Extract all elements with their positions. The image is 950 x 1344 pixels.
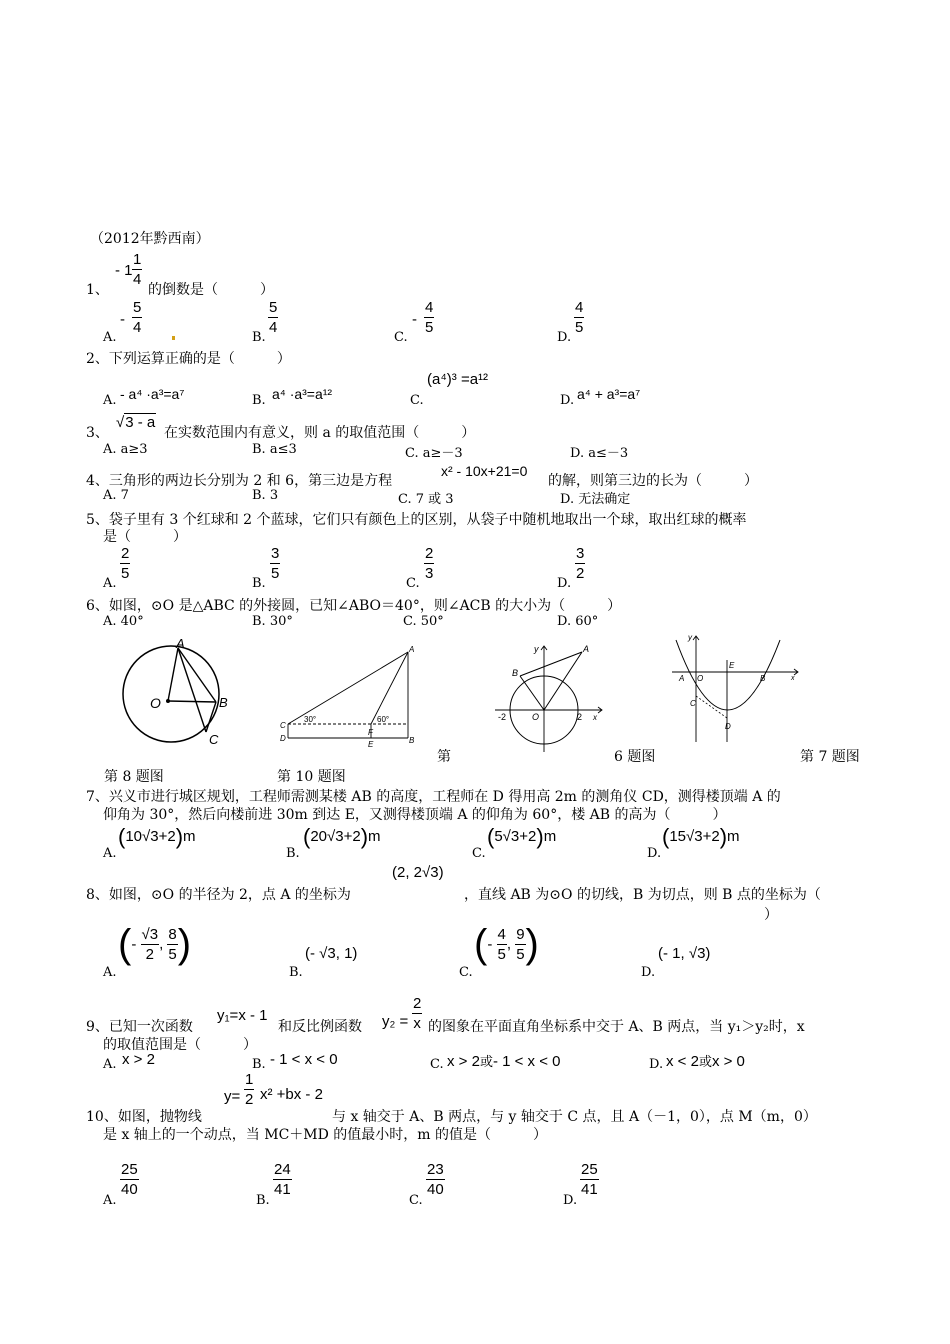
q2-b-expr: a⁴ ·a³=a¹² — [272, 386, 333, 402]
q7-d-expr: (15√3+2)m — [662, 824, 740, 849]
svg-text:30°: 30° — [304, 715, 317, 724]
q9-option-a: A. — [103, 1057, 117, 1072]
caption-figure-7: 第 7 题图 — [800, 749, 860, 765]
q8-text1: 8、如图，⊙O 的半径为 2，点 A 的坐标为 — [86, 887, 351, 903]
q5-text2: 是（ ） — [103, 529, 187, 545]
q3-text: 在实数范围内有意义，则 a 的取值范围（ ） — [164, 425, 476, 441]
svg-text:O: O — [532, 712, 540, 722]
q9-c-expr: x > 2或- 1 < x < 0 — [447, 1053, 561, 1070]
q3-number: 3、 — [86, 425, 109, 441]
q10-func-end: x² +bx - 2 — [260, 1086, 323, 1103]
q9-text1: 9、已知一次函数 — [86, 1019, 193, 1035]
q8-option-d: D. — [641, 965, 656, 980]
q10-text3: 是 x 轴上的一个动点，当 MC＋MD 的值最小时，m 的值是（ ） — [103, 1127, 548, 1143]
q10-func-start: y= — [224, 1088, 241, 1105]
q1-a-fraction: $\frac{5}{4}$ — [133, 299, 142, 336]
svg-text:B: B — [512, 668, 519, 678]
q8-option-a: A. — [103, 965, 117, 980]
q8-a-expr: (- $\frac{√3}{2}$ , $\frac{8}{5}$ ) — [118, 922, 192, 966]
q7-text2: 仰角为 30°，然后向楼前进 30m 到达 E，又测得楼顶端 A 的仰角为 60°，楼 AB 的高为（ ） — [103, 807, 727, 823]
q6-option-b: B. 30° — [252, 614, 293, 629]
svg-text:60°: 60° — [377, 715, 390, 724]
svg-text:B: B — [409, 736, 415, 745]
q7-text: 7、兴义市进行城区规划，工程师需测某楼 AB 的高度，工程师在 D 得用高 2m 的测角仪 CD，测得楼顶端 A 的 — [86, 789, 781, 805]
q8-b-expr: (- √3, 1) — [305, 945, 358, 962]
figure-building — [278, 642, 428, 748]
q5-text: 5、袋子里有 3 个红球和 2 个蓝球，它们只有颜色上的区别，从袋子中随机地取出一个球，取出红球的概率 — [86, 512, 747, 528]
svg-text:C: C — [280, 721, 286, 730]
q2-option-d: D. — [560, 393, 575, 408]
q1-c-fraction: $\frac{4}{5}$ — [425, 299, 434, 336]
q8-option-b: B. — [289, 965, 303, 980]
svg-text:O: O — [150, 695, 161, 711]
q7-option-c: C. — [472, 846, 486, 861]
q2-d-expr: a⁴ + a³=a⁷ — [577, 386, 641, 402]
svg-text:E: E — [368, 740, 374, 748]
q3-radical: √3 - a — [116, 414, 156, 431]
svg-text:A: A — [679, 674, 685, 683]
q10-option-b: B. — [256, 1193, 270, 1208]
q9-b-expr: - 1 < x < 0 — [270, 1051, 338, 1068]
q7-option-d: D. — [647, 846, 662, 861]
q5-option-d: D. — [557, 576, 572, 591]
q10-text2: 与 x 轴交于 A、B 两点，与 y 轴交于 C 点，且 A（－1，0），点 M（m，0） — [332, 1109, 817, 1125]
svg-text:y: y — [688, 633, 692, 642]
q6-text: 6、如图，⊙O 是△ABC 的外接圆，已知∠ABO＝40°，则∠ACB 的大小为（ ） — [86, 598, 622, 614]
q9-option-b: B. — [252, 1057, 266, 1072]
q1-d-fraction: $\frac{4}{5}$ — [575, 299, 584, 336]
mark-dot — [172, 336, 175, 340]
q2-option-c: C. — [410, 393, 424, 408]
q1-option-d: D. — [557, 330, 572, 345]
q10-option-d: D. — [563, 1193, 578, 1208]
q7-c-expr: (5√3+2)m — [487, 824, 557, 849]
q8-d-expr: (- 1, √3) — [658, 945, 711, 962]
q8-option-c: C. — [459, 965, 473, 980]
q7-option-a: A. — [103, 846, 117, 861]
svg-text:B: B — [760, 674, 766, 683]
q6-option-a: A. 40° — [103, 614, 144, 629]
q8-text3: ） — [764, 907, 778, 923]
svg-text:A: A — [176, 636, 185, 651]
svg-text:C: C — [690, 699, 696, 708]
svg-text:C: C — [209, 732, 219, 747]
q7-a-expr: (10√3+2)m — [118, 824, 196, 849]
q1-a-sign: - — [120, 311, 125, 328]
caption-figure-a: 第 — [437, 749, 451, 765]
q10-option-c: C. — [409, 1193, 423, 1208]
q1-c-sign: - — [412, 311, 417, 328]
q1-option-b: B. — [252, 330, 266, 345]
svg-text:A: A — [583, 644, 590, 654]
q4-text2: 的解，则第三边的长为（ ） — [548, 473, 758, 489]
figure-circle-abc — [112, 636, 242, 754]
svg-text:D: D — [280, 734, 286, 743]
q10-func-fraction: $\frac{1}{2}$ — [245, 1071, 254, 1108]
q4-equation: x² - 10x+21=0 — [441, 463, 528, 479]
q8-coord: (2, 2√3) — [392, 864, 444, 881]
q8-c-expr: (- $\frac{4}{5}$ , $\frac{9}{5}$ ) — [474, 922, 539, 966]
q1-number: 1、 — [86, 282, 109, 298]
q5-option-a: A. — [103, 576, 117, 591]
svg-text:A: A — [409, 645, 415, 654]
q9-option-d: D. — [649, 1057, 664, 1072]
svg-text:-2: -2 — [498, 712, 507, 722]
q1-b-fraction: $\frac{5}{4}$ — [269, 299, 278, 336]
caption-figure-10: 第 10 题图 — [277, 769, 346, 785]
q4-option-d: D. 无法确定 — [560, 492, 631, 507]
q2-option-b: B. — [252, 393, 266, 408]
q9-text3: 的图象在平面直角坐标系中交于 A、B 两点，当 y₁＞y₂时，x — [428, 1019, 805, 1035]
q5-option-c: C. — [406, 576, 420, 591]
q9-option-c: C. — [430, 1057, 444, 1072]
q3-option-c: C. a≥－3 — [405, 446, 463, 461]
figure-parabola — [668, 630, 803, 745]
svg-text:B: B — [219, 695, 228, 710]
q9-a-expr: x > 2 — [122, 1051, 155, 1068]
q9-f2: y₂ = — [382, 1013, 409, 1030]
q6-option-c: C. 50° — [403, 614, 444, 629]
svg-text:x: x — [593, 713, 597, 722]
q9-d-expr: x < 2或x > 0 — [666, 1053, 745, 1070]
q4-text1: 4、三角形的两边长分别为 2 和 6，第三边是方程 — [86, 473, 393, 489]
q1-text: 的倒数是（ ） — [148, 282, 274, 298]
q2-c-expr: (a⁴)³ =a¹² — [427, 371, 489, 388]
q9-text4: 的取值范围是（ ） — [103, 1037, 257, 1053]
q5-option-b: B. — [252, 576, 266, 591]
q1-option-a: A. — [103, 330, 117, 345]
svg-text:O: O — [697, 674, 704, 683]
svg-text:x: x — [791, 675, 795, 682]
q8-text2: ，直线 AB 为⊙O 的切线，B 为切点，则 B 点的坐标为（ — [464, 887, 821, 903]
q1-integer: - 1 — [115, 262, 133, 279]
q1-option-c: C. — [394, 330, 408, 345]
caption-figure-6: 6 题图 — [614, 749, 656, 765]
q10-text1: 10、如图，抛物线 — [86, 1109, 202, 1125]
q9-f1: y₁=x - 1 — [217, 1007, 268, 1024]
q3-option-b: B. a≤3 — [252, 442, 297, 457]
svg-text:y: y — [534, 644, 539, 654]
q10-option-a: A. — [103, 1193, 117, 1208]
source-label: （2012年黔西南） — [90, 231, 210, 247]
q4-option-a: A. 7 — [103, 488, 129, 503]
q7-option-b: B. — [286, 846, 300, 861]
q6-option-d: D. 60° — [557, 614, 599, 629]
svg-text:E: E — [729, 661, 735, 670]
q2-text: 2、下列运算正确的是（ ） — [86, 351, 291, 367]
svg-text:D: D — [725, 722, 731, 731]
caption-figure-8: 第 8 题图 — [104, 769, 164, 785]
q9-text2: 和反比例函数 — [278, 1019, 362, 1035]
q7-b-expr: (20√3+2)m — [303, 824, 381, 849]
q2-option-a: A. — [103, 393, 117, 408]
svg-text:2: 2 — [577, 712, 583, 722]
figure-tangent — [490, 640, 605, 755]
q1-fraction: $\frac{1}{4}$ — [133, 251, 142, 288]
svg-text:F: F — [368, 728, 373, 737]
q3-option-d: D. a≤－3 — [570, 446, 629, 461]
q9-f2-fraction: $\frac{2}{x}$ — [413, 995, 422, 1032]
q3-option-a: A. a≥3 — [103, 442, 148, 457]
q4-option-c: C. 7 或 3 — [398, 492, 454, 507]
q4-option-b: B. 3 — [252, 488, 279, 503]
q2-a-expr: - a⁴ ·a³=a⁷ — [120, 386, 185, 402]
